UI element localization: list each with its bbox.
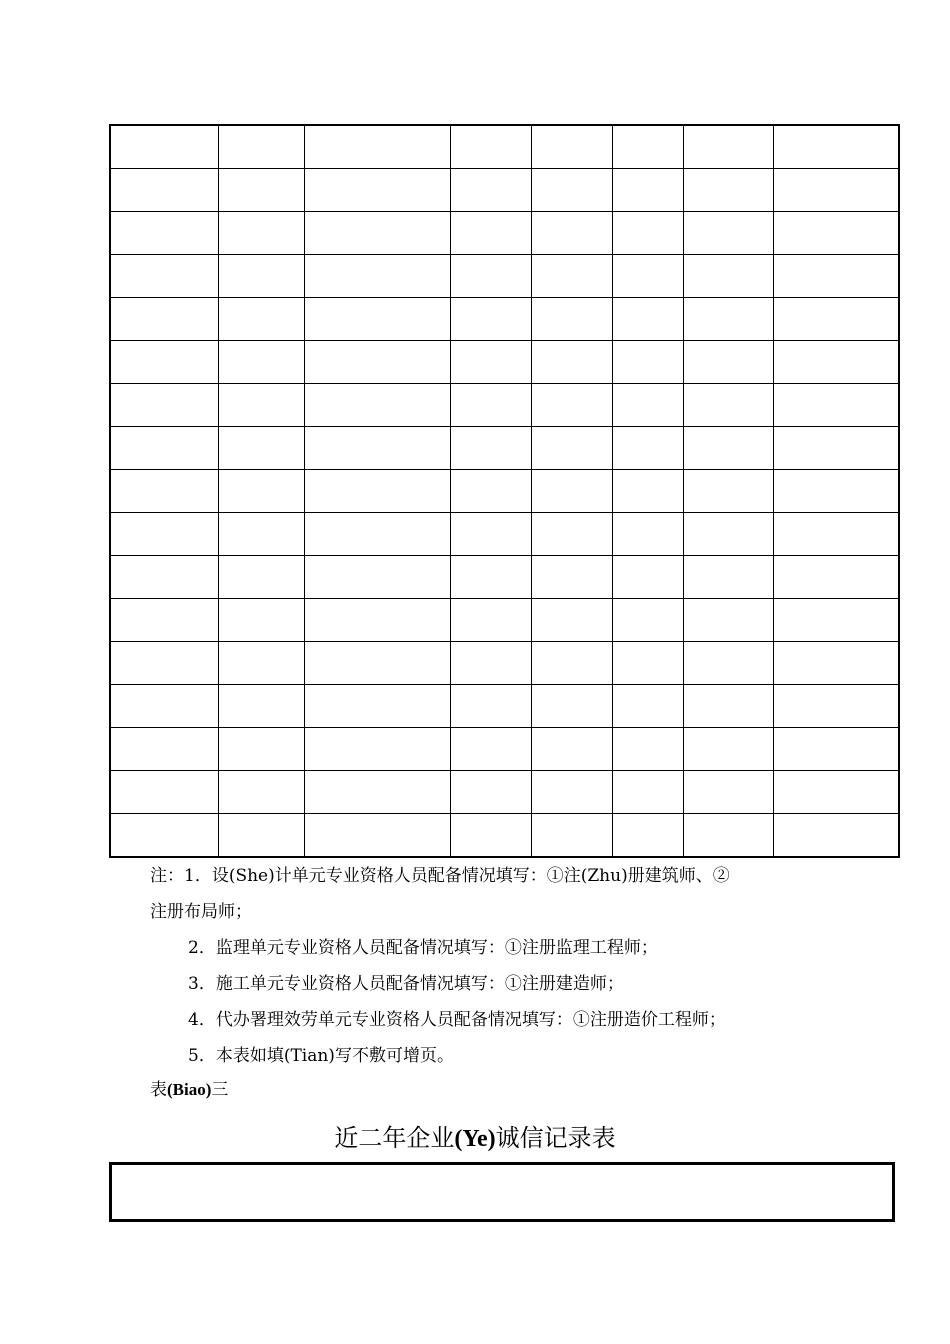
table-row: [110, 599, 899, 642]
table-row: [110, 814, 899, 858]
table-cell: [612, 685, 683, 728]
table-cell: [450, 255, 531, 298]
table-cell: [218, 255, 304, 298]
table-cell: [773, 814, 899, 858]
table-cell: [110, 513, 218, 556]
table-cell: [218, 470, 304, 513]
table-cell: [683, 814, 773, 858]
table-cell: [304, 427, 450, 470]
note-item-4: 4．代办署理效劳单元专业资格人员配备情况填写：①注册造价工程师；: [188, 1010, 726, 1030]
section-title-bold: (Ye): [454, 1126, 496, 1152]
table-row: [110, 341, 899, 384]
table-cell: [773, 728, 899, 771]
table-cell: [683, 298, 773, 341]
table-cell: [110, 212, 218, 255]
table-row: [110, 513, 899, 556]
table-cell: [683, 470, 773, 513]
table-cell: [773, 642, 899, 685]
table-row: [110, 470, 899, 513]
table-cell: [304, 814, 450, 858]
table-cell: [450, 642, 531, 685]
table-label-suffix: 三: [211, 1080, 229, 1100]
table-cell: [531, 599, 612, 642]
table-cell: [683, 771, 773, 814]
note-item-2: 2．监理单元专业资格人员配备情况填写：①注册监理工程师；: [188, 938, 658, 958]
table-row: [110, 298, 899, 341]
table-cell: [531, 169, 612, 212]
table-row: [110, 169, 899, 212]
table-cell: [531, 212, 612, 255]
table-row: [110, 255, 899, 298]
table-cell: [304, 212, 450, 255]
table-cell: [110, 814, 218, 858]
table-cell: [683, 599, 773, 642]
table-cell: [304, 599, 450, 642]
table-cell: [683, 685, 773, 728]
table-cell: [531, 771, 612, 814]
table-cell: [450, 556, 531, 599]
note-item-5: 5．本表如填(Tian)写不敷可增页。: [188, 1046, 454, 1066]
table-row: [110, 771, 899, 814]
table-row: [110, 384, 899, 427]
table-label-bold: (Biao): [167, 1080, 212, 1099]
table-cell: [450, 169, 531, 212]
table-cell: [218, 771, 304, 814]
table-cell: [304, 384, 450, 427]
table-cell: [450, 470, 531, 513]
table-cell: [773, 169, 899, 212]
table-cell: [304, 513, 450, 556]
personnel-grid-table: [109, 124, 900, 858]
table-cell: [612, 470, 683, 513]
table-cell: [304, 771, 450, 814]
table-cell: [450, 125, 531, 169]
table-cell: [304, 556, 450, 599]
table-cell: [110, 642, 218, 685]
table-cell: [773, 556, 899, 599]
table-cell: [683, 341, 773, 384]
table-cell: [683, 384, 773, 427]
table-cell: [450, 298, 531, 341]
table-cell: [218, 685, 304, 728]
table-row: [110, 556, 899, 599]
table-cell: [218, 728, 304, 771]
table-cell: [304, 341, 450, 384]
table-cell: [304, 169, 450, 212]
table-cell: [450, 599, 531, 642]
table-cell: [110, 599, 218, 642]
table-cell: [304, 728, 450, 771]
table-cell: [773, 427, 899, 470]
table-cell: [531, 341, 612, 384]
table-cell: [773, 212, 899, 255]
table-label-prefix: 表: [150, 1080, 167, 1100]
table-cell: [773, 298, 899, 341]
table-cell: [110, 341, 218, 384]
table-cell: [612, 384, 683, 427]
table-cell: [773, 255, 899, 298]
table-cell: [218, 384, 304, 427]
table-cell: [110, 771, 218, 814]
table-cell: [110, 169, 218, 212]
table-cell: [110, 685, 218, 728]
table-cell: [683, 728, 773, 771]
table-row: [110, 642, 899, 685]
table-cell: [773, 341, 899, 384]
table-cell: [450, 427, 531, 470]
table-cell: [683, 556, 773, 599]
table-cell: [531, 728, 612, 771]
table-cell: [612, 341, 683, 384]
table-cell: [773, 125, 899, 169]
table-cell: [218, 642, 304, 685]
table-cell: [531, 642, 612, 685]
table-cell: [450, 212, 531, 255]
table-cell: [612, 212, 683, 255]
table-label: [150, 1073, 228, 1107]
section-title-prefix: 近二年企业: [334, 1124, 455, 1152]
table-cell: [531, 470, 612, 513]
table-cell: [773, 771, 899, 814]
table-cell: [531, 814, 612, 858]
table-cell: [450, 771, 531, 814]
table-cell: [683, 212, 773, 255]
table-cell: [773, 685, 899, 728]
table-cell: [773, 384, 899, 427]
note-line-1: 注：1．设(She)计单元专业资格人员配备情况填写：①注(Zhu)册建筑师、②: [150, 866, 730, 886]
table-cell: [612, 298, 683, 341]
table-cell: [110, 255, 218, 298]
table-cell: [450, 814, 531, 858]
table-cell: [612, 513, 683, 556]
table-cell: [612, 556, 683, 599]
table-cell: [612, 599, 683, 642]
table-cell: [110, 470, 218, 513]
table-cell: [683, 255, 773, 298]
table-cell: [612, 255, 683, 298]
table-cell: [218, 341, 304, 384]
table-cell: [450, 513, 531, 556]
table-cell: [304, 298, 450, 341]
table-cell: [531, 125, 612, 169]
table-cell: [612, 814, 683, 858]
table-cell: [218, 298, 304, 341]
table-cell: [773, 513, 899, 556]
table-cell: [450, 728, 531, 771]
table-cell: [612, 728, 683, 771]
table-cell: [110, 384, 218, 427]
table-cell: [304, 255, 450, 298]
table-cell: [110, 125, 218, 169]
table-cell: [683, 642, 773, 685]
table-cell: [218, 513, 304, 556]
table-cell: [531, 513, 612, 556]
table-cell: [218, 212, 304, 255]
table-cell: [612, 427, 683, 470]
grid-body: [110, 125, 899, 857]
table-row: [110, 125, 899, 169]
table-cell: [773, 470, 899, 513]
table-cell: [531, 556, 612, 599]
table-cell: [683, 169, 773, 212]
table-cell: [450, 384, 531, 427]
table-row: [110, 685, 899, 728]
table-cell: [531, 255, 612, 298]
table-cell: [110, 298, 218, 341]
note-item-3: 3．施工单元专业资格人员配备情况填写：①注册建造师；: [188, 974, 624, 994]
table-cell: [110, 728, 218, 771]
table-cell: [304, 125, 450, 169]
table-row: [110, 728, 899, 771]
notes-section: [150, 858, 850, 1074]
table-cell: [110, 427, 218, 470]
table-row: [110, 427, 899, 470]
table-cell: [110, 556, 218, 599]
table-cell: [450, 685, 531, 728]
table-cell: [304, 642, 450, 685]
table-cell: [304, 470, 450, 513]
table-row: [110, 212, 899, 255]
table-cell: [218, 169, 304, 212]
table-cell: [612, 642, 683, 685]
section-title: [0, 1118, 950, 1159]
section-title-suffix: 诚信记录表: [495, 1124, 616, 1152]
note-line-2: 注册布局师；: [150, 902, 252, 922]
table-cell: [531, 298, 612, 341]
table-cell: [683, 125, 773, 169]
table-cell: [683, 427, 773, 470]
table-cell: [612, 169, 683, 212]
table-cell: [612, 125, 683, 169]
table-cell: [773, 599, 899, 642]
table-cell: [218, 427, 304, 470]
table-cell: [683, 513, 773, 556]
table-cell: [612, 771, 683, 814]
table-cell: [450, 341, 531, 384]
table-cell: [218, 125, 304, 169]
table-cell: [531, 384, 612, 427]
table-cell: [304, 685, 450, 728]
table-cell: [218, 814, 304, 858]
integrity-record-box: [109, 1162, 895, 1222]
table-cell: [218, 556, 304, 599]
table-cell: [218, 599, 304, 642]
table-cell: [531, 427, 612, 470]
table-cell: [531, 685, 612, 728]
